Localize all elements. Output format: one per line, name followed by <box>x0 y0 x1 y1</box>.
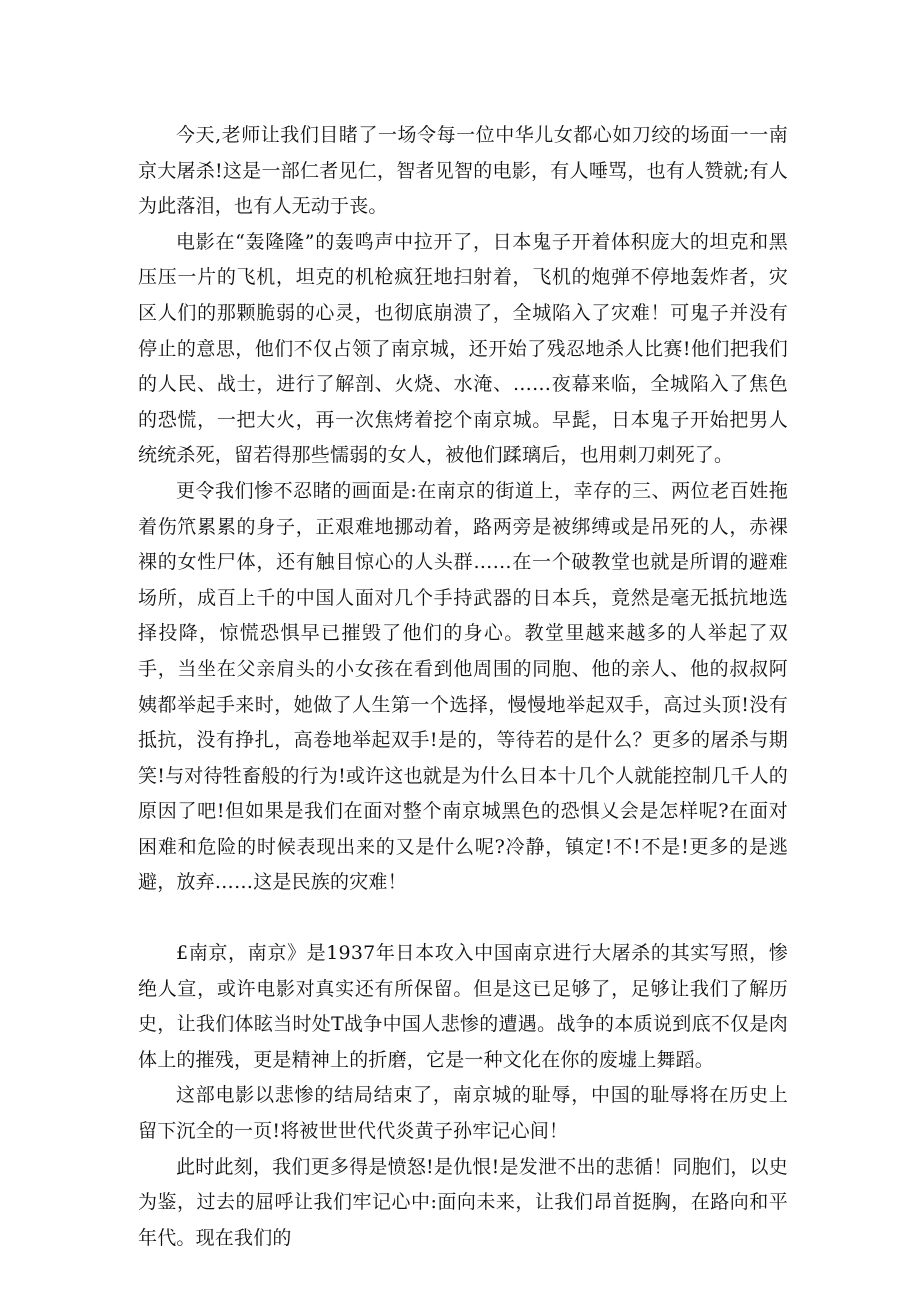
paragraph-2: 电影在“轰隆隆”的轰鸣声中拉开了，日本鬼子开着体积庞大的坦克和黑压压一片的飞机，坦克的机枪疯狂地扫射着，飞机的炮弹不停地轰炸者，灾区人们的那颗脆弱的心灵，也彻底崩溃了，全城陷入了灾难！可鬼子并没有停止的意思，他们不仅占领了南京城，还开始了残忍地杀人比赛!他们把我们的人民、战士，进行了解剖、火烧、水淹、……夜幕来临，全城陷入了焦色的恐慌，一把大火，再一次焦烤着挖个南京城。早髭，日本鬼子开始把男人统统杀死，留若得那些懦弱的女人，被他们蹂璃后，也用刺刀刺死了。 <box>138 230 788 467</box>
paragraph-5: 这部电影以悲惨的结局结束了，南京城的耻辱，中国的耻辱将在历史上留下沉全的一页!将被世世代代炎黄子孙牢记心间！ <box>138 1084 788 1143</box>
document-body <box>138 118 788 1256</box>
paragraph-6: 此时此刻，我们更多得是愤怒!是仇恨!是发泄不出的悲循！同胞们，以史为鉴，过去的屈呼让我们牢记心中:面向未来，让我们昂首挺胸，在路向和平年代。现在我们的 <box>138 1155 788 1249</box>
paragraph-3: 更令我们惨不忍睹的画面是:在南京的街道上，幸存的三、两位老百姓拖着伤笊累累的身子，正艰难地挪动着，路两旁是被绑缚或是吊死的人，赤裸裸的女性尸体，还有触目惊心的人头群……在一个破教堂也就是所谓的避难场所，成百上千的中国人面对几个手持武器的日本兵，竟然是毫无抵抗地选择投降，惊慌恐惧早已摧毁了他们的身心。教堂里越来越多的人举起了双手，当坐在父亲肩头的小女孩在看到他周围的同胞、他的亲人、他的叔叔阿姨都举起手来时，她做了人生第一个选择，慢慢地举起双手，高过头顶!没有抵抗，没有挣扎，高卷地举起双手!是的，等待若的是什么？更多的屠杀与期笑!与对待牲畜般的行为!或许这也就是为什么日本十几个人就能控制几千人的原因了吧!但如果是我们在面对整个南京城黑色的恐惧乂会是怎样呢?在面对困难和危险的时候表现出来的又是什么呢?冷静，镇定!不!不是!更多的是逃避，放弃……这是民族的灾难！ <box>138 479 788 894</box>
paragraph-1: 今天,老师让我们目睹了一场令每一位中华儿女都心如刀绞的场面一一南京大屠杀!这是一部仁者见仁，智者见智的电影，有人唾骂，也有人赞就;有人为此落泪，也有人无动于丧。 <box>138 124 788 218</box>
paragraph-4: £南京，南京》是1937年日本攻入中国南京进行大屠杀的其实写照，惨绝人宣，或许电影对真实还有所保留。但是这已足够了，足够让我们了解历史，让我们体眩当时处T战争中国人悲惨的遭遇。战争的本质说到底不仅是肉体上的摧残，更是精神上的折磨，它是一种文化在你的废墟上舞蹈。 <box>138 942 788 1071</box>
